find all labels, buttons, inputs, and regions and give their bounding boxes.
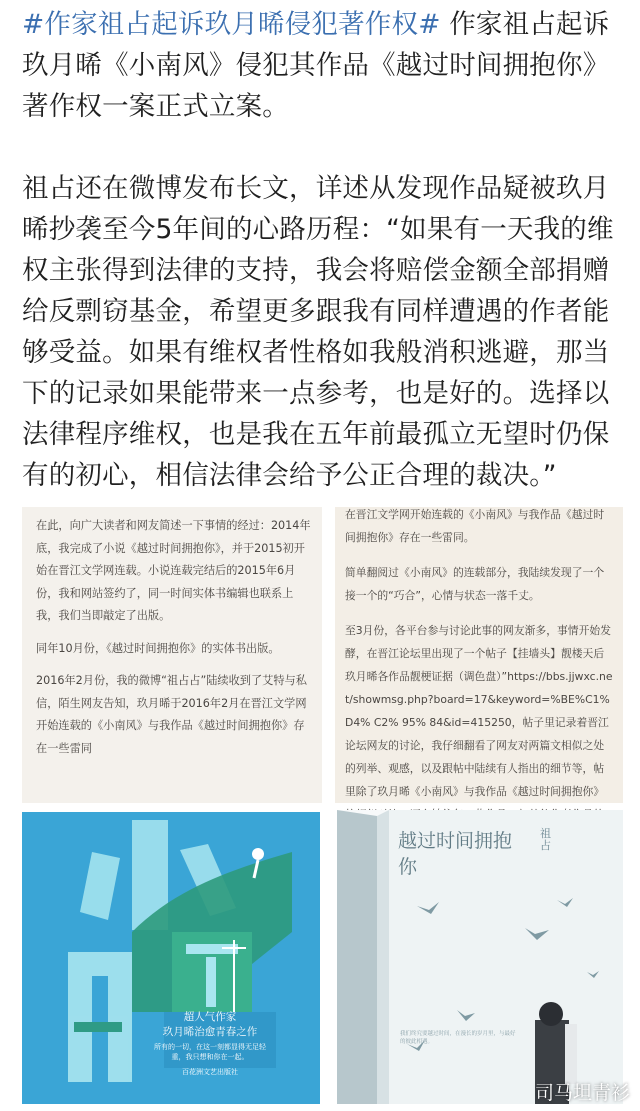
cover-small-text: 我们终究要越过时间，在漫长的岁月里，与最好的彼此相遇。 (400, 1031, 516, 1045)
cover-tagline (150, 1010, 270, 1078)
post-paragraph-1 (22, 4, 628, 127)
excerpt-paragraph: 简单翻阅过《小南风》的连载部分，我陆续发现了一个接一个的“巧合”，心情与状态一落千丈。 (345, 566, 605, 602)
excerpt-paragraph: 2016年2月份，我的微博“祖占占”陆续收到了艾特与私信，陌生网友告知，玖月晞于2016年2月在晋江文学网开始连载的《小南风》与我作品《越过时间拥抱你》存在一些雷同 (36, 674, 307, 755)
excerpt-paragraph: 至3月份，各平台参与讨论此事的网友渐多，事情开始发酵，在晋江论坛里出现了一个帖子【挂墙头】靓楼天后玖月晞各作品靓梗证据（调色盘）”https://bbs.jjwxc.net/showmsg.php?board=17&keyword=%BE%C1% D4% C2% 95% 84&id=415250，帖子里记录着晋江论坛网友的讨论，我仔细翻看了网友对两篇文相似之处的列举、观感，以及跟帖中陆续有人指出的细节等，帖里除了玖月晞《小南风》与我作品《越过时间拥抱你》 (345, 624, 613, 798)
book-excerpt-image-left[interactable] (22, 507, 322, 803)
tagline-line-1: 超人气作家 (183, 1011, 237, 1023)
cover-blurb: 所有的一切，在这一刻都显得无足轻重，我只想和你在一起。 (154, 1043, 266, 1061)
post-paragraph-2: 祖占还在微博发布长文，详述从发现作品疑被玖月晞抄袭至今5年间的心路历程：“如果有一天我的维权主张得到法律的支持，我会将赔偿金额全部捐赠给反剽窃基金，希望更多跟我有同样遭遇的作者能够受益。如果有维权者性格如我般消积逃避，那当下的记录如果能带来一点参考，也是好的。选择以法律程序维权，也是我在五年前最孤立无望时仍保有的初心，相信法律会给予公正合理的裁决。” (22, 173, 614, 491)
cover-author: 祖占 (540, 827, 551, 852)
excerpt-paragraph: 在晋江文学网开始连载的《小南风》与我作品《越过时间拥抱你》存在一些雷同。 (345, 508, 605, 544)
hashtag-link[interactable]: #作家祖占起诉玖月晞侵犯著作权# (22, 9, 441, 40)
tagline-line-2: 玖月晞治愈青春之作 (162, 1026, 258, 1038)
post-intro-text: 作家祖占起诉玖月晞《小南风》侵犯其作品《越过时间拥抱你》著作权一案正式立案。 (22, 9, 610, 122)
book-excerpt-image-right[interactable] (335, 507, 623, 803)
publisher-label: 百花洲文艺出版社 (182, 1068, 238, 1076)
excerpt-paragraph: 同年10月份，《越过时间拥抱你》的实体书出版。 (36, 641, 280, 655)
cover-title: 越过时间拥抱你 (398, 830, 513, 878)
post-body (22, 4, 628, 496)
watermark: 司马坦青衫 (534, 1082, 630, 1104)
excerpt-paragraph: 在此，向广大读者和网友简述一下事情的经过：2014年底，我完成了小说《越过时间拥抱你》，并于2015初开始在晋江文学网连载。小说连载完结后的2015年6月份，我和网站签约了，同一时间实体书编辑也联系上我，我们当即敲定了出版。 (36, 519, 311, 622)
